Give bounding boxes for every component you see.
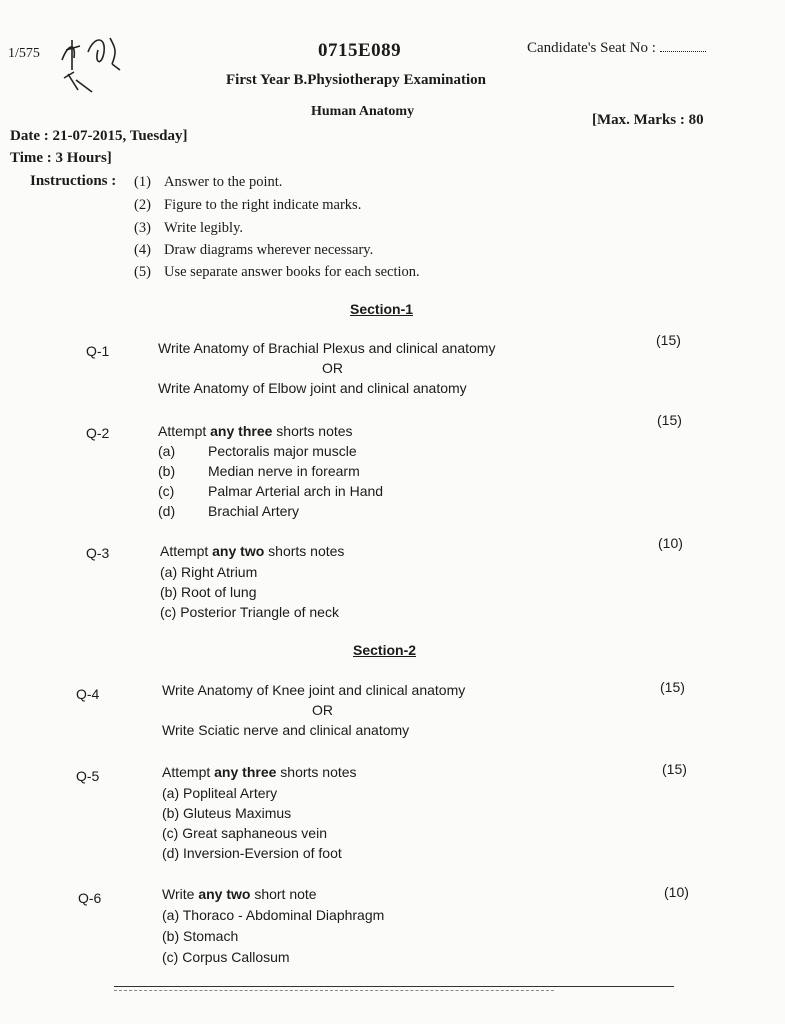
sub-question: (d) Brachial Artery	[158, 503, 300, 519]
question-marks: (15)	[662, 761, 687, 777]
sheet-number: 1/575	[8, 46, 40, 61]
question-text: Write Anatomy of Knee joint and clinical anatomy	[162, 682, 466, 698]
sub-question: (c) Posterior Triangle of neck	[160, 604, 339, 620]
paper-code: 0715E089	[318, 40, 402, 61]
section-heading: Section-2	[353, 642, 417, 658]
instruction-item: (2) Figure to the right indicate marks.	[134, 197, 362, 213]
question-marks: (15)	[657, 412, 682, 428]
question-number: Q-6	[78, 890, 102, 906]
sub-question: (c) Palmar Arterial arch in Hand	[158, 483, 384, 499]
question-marks: (15)	[660, 679, 685, 695]
sub-question: (a) Right Atrium	[160, 564, 258, 580]
question-number: Q-1	[86, 343, 110, 359]
question-text: Write Anatomy of Elbow joint and clinical anatomy	[158, 380, 467, 396]
subject-title: Human Anatomy	[311, 104, 415, 119]
sub-question: (c) Corpus Callosum	[162, 949, 290, 965]
end-of-paper-rule-shadow	[114, 990, 554, 991]
sub-question: (a) Thoraco - Abdominal Diaphragm	[162, 907, 385, 923]
question-number: Q-5	[76, 768, 100, 784]
question-text: Write any two short note	[162, 886, 317, 902]
exam-time: Time : 3 Hours]	[10, 150, 112, 166]
exam-date: Date : 21-07-2015, Tuesday]	[10, 128, 188, 144]
sub-question: (c) Great saphaneous vein	[162, 825, 327, 841]
instruction-item: (5) Use separate answer books for each section.	[134, 264, 420, 280]
question-text: Write Anatomy of Brachial Plexus and clinical anatomy	[158, 340, 496, 356]
sub-question: (a) Pectoralis major muscle	[158, 443, 357, 459]
question-text: Write Sciatic nerve and clinical anatomy	[162, 722, 410, 738]
question-marks: (10)	[664, 884, 689, 900]
sub-question: (b) Root of lung	[160, 584, 257, 600]
instruction-item: (4) Draw diagrams wherever necessary.	[134, 242, 374, 258]
seat-number-label: Candidate's Seat No :	[527, 40, 656, 56]
question-number: Q-3	[86, 545, 110, 561]
sub-question: (d) Inversion-Eversion of foot	[162, 845, 342, 861]
sub-question: (b) Stomach	[162, 928, 239, 944]
question-marks: (10)	[658, 535, 683, 551]
question-number: Q-4	[76, 686, 100, 702]
question-text: Attempt any three shorts notes	[158, 423, 353, 439]
instruction-item: (1) Answer to the point.	[134, 174, 283, 190]
max-marks: [Max. Marks : 80	[592, 112, 704, 128]
question-marks: (15)	[656, 332, 681, 348]
seat-number-blank	[660, 41, 706, 52]
handwritten-annotation	[54, 30, 144, 95]
seat-number-field	[527, 40, 706, 57]
sub-question: (a) Popliteal Artery	[162, 785, 278, 801]
question-text: Attempt any two shorts notes	[160, 543, 345, 559]
sub-question: (b) Median nerve in forearm	[158, 463, 360, 479]
sub-question: (b) Gluteus Maximus	[162, 805, 292, 821]
instruction-item: (3) Write legibly.	[134, 220, 244, 236]
section-heading: Section-1	[350, 301, 414, 317]
or-separator: OR	[322, 360, 343, 376]
instructions-label: Instructions :	[30, 173, 117, 189]
exam-title: First Year B.Physiotherapy Examination	[226, 72, 487, 88]
or-separator: OR	[312, 702, 333, 718]
question-text: Attempt any three shorts notes	[162, 764, 357, 780]
question-number: Q-2	[86, 425, 110, 441]
end-of-paper-rule	[114, 986, 674, 987]
